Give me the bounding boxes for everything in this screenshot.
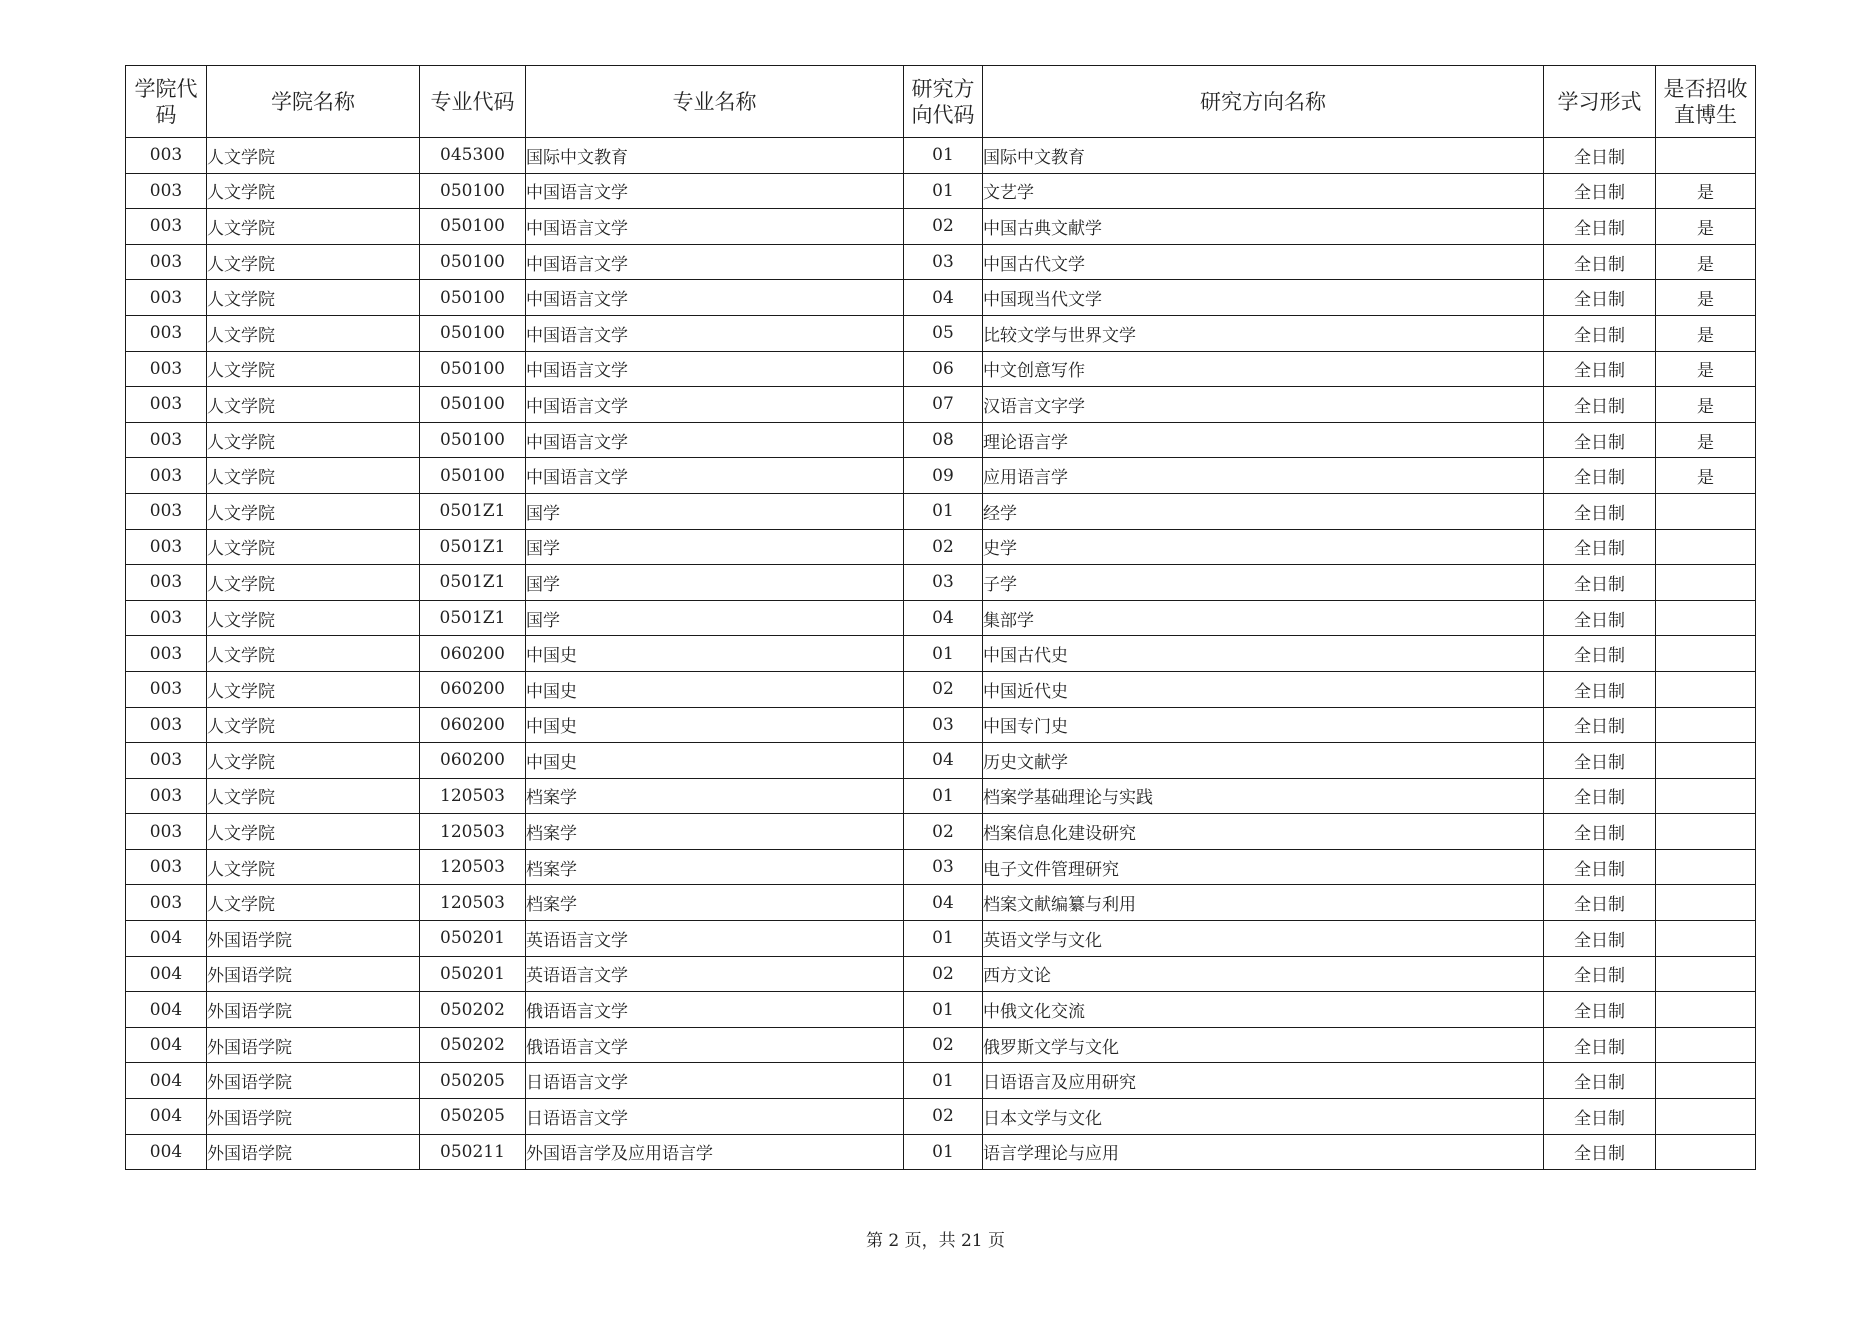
cell-major-name: 中国语言文学 [526, 387, 904, 423]
cell-major-name: 国际中文教育 [526, 138, 904, 174]
cell-major-name: 俄语语言文学 [526, 1027, 904, 1063]
cell-direct-phd [1656, 743, 1756, 779]
cell-school-code: 003 [126, 636, 207, 672]
cell-school-code: 003 [126, 849, 207, 885]
cell-major-name: 国学 [526, 529, 904, 565]
cell-study-mode: 全日制 [1544, 138, 1656, 174]
cell-direction-code: 03 [904, 244, 983, 280]
cell-school-code: 004 [126, 992, 207, 1028]
cell-school-name: 外国语学院 [207, 956, 420, 992]
table-row [126, 778, 1756, 814]
table-row [126, 956, 1756, 992]
cell-major-code: 120503 [420, 849, 526, 885]
cell-direction-name: 俄罗斯文学与文化 [983, 1027, 1544, 1063]
cell-school-code: 003 [126, 671, 207, 707]
table-row [126, 280, 1756, 316]
cell-direction-name: 中国现当代文学 [983, 280, 1544, 316]
cell-major-code: 050201 [420, 956, 526, 992]
cell-school-name: 人文学院 [207, 280, 420, 316]
cell-study-mode: 全日制 [1544, 636, 1656, 672]
cell-school-name: 人文学院 [207, 778, 420, 814]
cell-direction-code: 02 [904, 1099, 983, 1135]
cell-study-mode: 全日制 [1544, 921, 1656, 957]
cell-major-code: 120503 [420, 814, 526, 850]
cell-direction-code: 02 [904, 956, 983, 992]
table-row [126, 921, 1756, 957]
cell-direction-code: 08 [904, 422, 983, 458]
cell-major-code: 120503 [420, 778, 526, 814]
cell-study-mode: 全日制 [1544, 458, 1656, 494]
cell-study-mode: 全日制 [1544, 315, 1656, 351]
cell-major-name: 国学 [526, 565, 904, 601]
cell-direct-phd [1656, 671, 1756, 707]
cell-school-name: 人文学院 [207, 565, 420, 601]
cell-direct-phd [1656, 992, 1756, 1028]
cell-major-code: 050100 [420, 422, 526, 458]
cell-major-name: 中国语言文学 [526, 173, 904, 209]
cell-direction-name: 汉语言文字学 [983, 387, 1544, 423]
cell-study-mode: 全日制 [1544, 992, 1656, 1028]
cell-direction-name: 历史文献学 [983, 743, 1544, 779]
col-header-study-mode: 学习形式 [1544, 66, 1656, 138]
cell-study-mode: 全日制 [1544, 565, 1656, 601]
cell-major-code: 0501Z1 [420, 565, 526, 601]
cell-direction-name: 中国近代史 [983, 671, 1544, 707]
cell-study-mode: 全日制 [1544, 209, 1656, 245]
cell-major-code: 0501Z1 [420, 529, 526, 565]
cell-school-code: 004 [126, 1099, 207, 1135]
cell-school-code: 004 [126, 956, 207, 992]
cell-study-mode: 全日制 [1544, 1099, 1656, 1135]
cell-direction-code: 01 [904, 1134, 983, 1170]
program-table [125, 65, 1756, 1170]
cell-major-name: 中国史 [526, 743, 904, 779]
cell-direction-name: 集部学 [983, 600, 1544, 636]
cell-school-name: 人文学院 [207, 636, 420, 672]
cell-direction-code: 09 [904, 458, 983, 494]
table-row [126, 315, 1756, 351]
cell-direct-phd: 是 [1656, 280, 1756, 316]
cell-major-name: 日语语言文学 [526, 1063, 904, 1099]
cell-direct-phd: 是 [1656, 173, 1756, 209]
cell-major-code: 050100 [420, 387, 526, 423]
cell-major-name: 日语语言文学 [526, 1099, 904, 1135]
cell-direct-phd [1656, 885, 1756, 921]
cell-school-code: 003 [126, 315, 207, 351]
cell-school-name: 人文学院 [207, 885, 420, 921]
cell-study-mode: 全日制 [1544, 529, 1656, 565]
cell-school-code: 003 [126, 351, 207, 387]
cell-direct-phd [1656, 138, 1756, 174]
table-row [126, 1134, 1756, 1170]
cell-direction-code: 04 [904, 600, 983, 636]
table-row [126, 493, 1756, 529]
table-row [126, 636, 1756, 672]
cell-school-code: 003 [126, 565, 207, 601]
cell-major-name: 中国史 [526, 707, 904, 743]
table-row [126, 1099, 1756, 1135]
cell-direct-phd: 是 [1656, 387, 1756, 423]
cell-major-code: 050205 [420, 1099, 526, 1135]
col-header-direction-code: 研究方向代码 [904, 66, 983, 138]
table-row [126, 422, 1756, 458]
col-header-direct-phd: 是否招收直博生 [1656, 66, 1756, 138]
cell-major-name: 中国史 [526, 671, 904, 707]
cell-direct-phd: 是 [1656, 422, 1756, 458]
cell-school-code: 003 [126, 814, 207, 850]
cell-study-mode: 全日制 [1544, 600, 1656, 636]
cell-major-code: 050201 [420, 921, 526, 957]
table-row [126, 351, 1756, 387]
cell-direct-phd: 是 [1656, 209, 1756, 245]
table-row [126, 885, 1756, 921]
cell-study-mode: 全日制 [1544, 1063, 1656, 1099]
cell-school-code: 003 [126, 493, 207, 529]
cell-major-code: 0501Z1 [420, 600, 526, 636]
cell-direction-code: 03 [904, 707, 983, 743]
cell-direction-name: 理论语言学 [983, 422, 1544, 458]
cell-direction-name: 日语语言及应用研究 [983, 1063, 1544, 1099]
cell-direction-name: 档案文献编纂与利用 [983, 885, 1544, 921]
cell-major-code: 050100 [420, 458, 526, 494]
cell-major-name: 英语语言文学 [526, 956, 904, 992]
cell-direct-phd: 是 [1656, 244, 1756, 280]
cell-major-code: 050100 [420, 173, 526, 209]
cell-major-name: 国学 [526, 600, 904, 636]
cell-direction-code: 04 [904, 743, 983, 779]
cell-direct-phd [1656, 921, 1756, 957]
cell-direct-phd [1656, 565, 1756, 601]
cell-direct-phd [1656, 493, 1756, 529]
cell-direction-name: 档案信息化建设研究 [983, 814, 1544, 850]
cell-major-name: 中国语言文学 [526, 351, 904, 387]
cell-school-name: 人文学院 [207, 743, 420, 779]
col-header-major-name: 专业名称 [526, 66, 904, 138]
cell-direct-phd [1656, 849, 1756, 885]
cell-major-code: 050211 [420, 1134, 526, 1170]
cell-school-name: 人文学院 [207, 671, 420, 707]
cell-school-name: 外国语学院 [207, 1027, 420, 1063]
cell-study-mode: 全日制 [1544, 422, 1656, 458]
cell-major-code: 050100 [420, 351, 526, 387]
cell-direction-name: 中国古代史 [983, 636, 1544, 672]
cell-study-mode: 全日制 [1544, 956, 1656, 992]
cell-direct-phd [1656, 814, 1756, 850]
cell-direction-code: 03 [904, 565, 983, 601]
cell-study-mode: 全日制 [1544, 743, 1656, 779]
cell-school-name: 人文学院 [207, 173, 420, 209]
cell-school-code: 003 [126, 387, 207, 423]
cell-study-mode: 全日制 [1544, 849, 1656, 885]
cell-direction-code: 01 [904, 493, 983, 529]
cell-school-name: 人文学院 [207, 422, 420, 458]
cell-direction-code: 01 [904, 992, 983, 1028]
table-body [126, 138, 1756, 1170]
cell-major-name: 档案学 [526, 885, 904, 921]
cell-direction-name: 史学 [983, 529, 1544, 565]
cell-major-code: 050100 [420, 315, 526, 351]
cell-school-name: 人文学院 [207, 849, 420, 885]
cell-direct-phd [1656, 1027, 1756, 1063]
cell-major-name: 中国语言文学 [526, 280, 904, 316]
cell-direct-phd [1656, 956, 1756, 992]
cell-direct-phd [1656, 1134, 1756, 1170]
col-header-school-code: 学院代码 [126, 66, 207, 138]
cell-school-name: 外国语学院 [207, 1099, 420, 1135]
cell-direction-name: 档案学基础理论与实践 [983, 778, 1544, 814]
cell-direction-name: 中国古典文献学 [983, 209, 1544, 245]
cell-school-name: 人文学院 [207, 244, 420, 280]
cell-school-code: 003 [126, 173, 207, 209]
cell-major-code: 060200 [420, 707, 526, 743]
table-row [126, 138, 1756, 174]
cell-direction-name: 子学 [983, 565, 1544, 601]
cell-direct-phd [1656, 600, 1756, 636]
cell-direction-name: 文艺学 [983, 173, 1544, 209]
cell-school-name: 外国语学院 [207, 1134, 420, 1170]
cell-study-mode: 全日制 [1544, 1027, 1656, 1063]
col-header-major-code: 专业代码 [420, 66, 526, 138]
cell-school-name: 外国语学院 [207, 921, 420, 957]
cell-study-mode: 全日制 [1544, 173, 1656, 209]
cell-direction-name: 国际中文教育 [983, 138, 1544, 174]
cell-direction-code: 02 [904, 529, 983, 565]
cell-major-code: 050100 [420, 244, 526, 280]
cell-school-name: 人文学院 [207, 600, 420, 636]
cell-direction-code: 02 [904, 671, 983, 707]
cell-school-code: 004 [126, 1134, 207, 1170]
cell-school-code: 003 [126, 743, 207, 779]
cell-study-mode: 全日制 [1544, 351, 1656, 387]
cell-major-name: 俄语语言文学 [526, 992, 904, 1028]
table-row [126, 849, 1756, 885]
cell-study-mode: 全日制 [1544, 1134, 1656, 1170]
cell-major-name: 英语语言文学 [526, 921, 904, 957]
cell-direction-code: 01 [904, 173, 983, 209]
table-row [126, 1027, 1756, 1063]
cell-school-name: 人文学院 [207, 493, 420, 529]
cell-major-name: 外国语言学及应用语言学 [526, 1134, 904, 1170]
cell-major-name: 国学 [526, 493, 904, 529]
cell-direct-phd [1656, 1063, 1756, 1099]
cell-school-code: 003 [126, 885, 207, 921]
table-row [126, 1063, 1756, 1099]
cell-major-name: 档案学 [526, 778, 904, 814]
cell-direction-code: 03 [904, 849, 983, 885]
cell-school-code: 003 [126, 600, 207, 636]
col-header-direction-name: 研究方向名称 [983, 66, 1544, 138]
cell-school-code: 003 [126, 209, 207, 245]
cell-school-code: 004 [126, 1063, 207, 1099]
cell-school-name: 人文学院 [207, 209, 420, 245]
cell-study-mode: 全日制 [1544, 885, 1656, 921]
cell-major-name: 中国史 [526, 636, 904, 672]
cell-direction-code: 04 [904, 885, 983, 921]
cell-direction-code: 02 [904, 1027, 983, 1063]
cell-major-code: 050205 [420, 1063, 526, 1099]
cell-direction-code: 02 [904, 814, 983, 850]
cell-school-name: 外国语学院 [207, 992, 420, 1028]
cell-school-name: 人文学院 [207, 138, 420, 174]
cell-school-code: 004 [126, 921, 207, 957]
cell-direct-phd: 是 [1656, 315, 1756, 351]
cell-major-name: 中国语言文学 [526, 209, 904, 245]
cell-school-code: 003 [126, 138, 207, 174]
table-row [126, 814, 1756, 850]
cell-direction-name: 中文创意写作 [983, 351, 1544, 387]
cell-direction-name: 中国专门史 [983, 707, 1544, 743]
cell-school-code: 003 [126, 529, 207, 565]
cell-major-code: 050202 [420, 1027, 526, 1063]
table-row [126, 743, 1756, 779]
table-row [126, 173, 1756, 209]
cell-direction-name: 电子文件管理研究 [983, 849, 1544, 885]
cell-school-code: 003 [126, 707, 207, 743]
cell-school-name: 人文学院 [207, 814, 420, 850]
cell-school-code: 004 [126, 1027, 207, 1063]
cell-major-code: 060200 [420, 671, 526, 707]
cell-study-mode: 全日制 [1544, 280, 1656, 316]
table-row [126, 529, 1756, 565]
cell-study-mode: 全日制 [1544, 387, 1656, 423]
cell-study-mode: 全日制 [1544, 671, 1656, 707]
cell-direction-name: 西方文论 [983, 956, 1544, 992]
cell-direction-name: 语言学理论与应用 [983, 1134, 1544, 1170]
cell-direction-code: 01 [904, 1063, 983, 1099]
cell-major-name: 档案学 [526, 849, 904, 885]
table-row [126, 209, 1756, 245]
cell-school-name: 人文学院 [207, 458, 420, 494]
cell-direction-code: 04 [904, 280, 983, 316]
cell-major-name: 中国语言文学 [526, 458, 904, 494]
cell-study-mode: 全日制 [1544, 244, 1656, 280]
cell-direction-code: 05 [904, 315, 983, 351]
cell-direction-name: 中俄文化交流 [983, 992, 1544, 1028]
table-row [126, 565, 1756, 601]
cell-major-code: 045300 [420, 138, 526, 174]
cell-direct-phd [1656, 529, 1756, 565]
table-row [126, 600, 1756, 636]
cell-direction-name: 日本文学与文化 [983, 1099, 1544, 1135]
cell-direction-name: 应用语言学 [983, 458, 1544, 494]
cell-major-code: 120503 [420, 885, 526, 921]
table-row [126, 458, 1756, 494]
cell-direction-name: 英语文学与文化 [983, 921, 1544, 957]
table-row [126, 992, 1756, 1028]
cell-school-code: 003 [126, 422, 207, 458]
page-footer: 第 2 页，共 21 页 [865, 1231, 1006, 1251]
cell-school-name: 人文学院 [207, 707, 420, 743]
cell-school-name: 外国语学院 [207, 1063, 420, 1099]
cell-major-code: 050100 [420, 209, 526, 245]
cell-major-code: 060200 [420, 743, 526, 779]
cell-school-code: 003 [126, 244, 207, 280]
cell-school-name: 人文学院 [207, 387, 420, 423]
cell-major-code: 060200 [420, 636, 526, 672]
cell-direction-code: 07 [904, 387, 983, 423]
cell-school-code: 003 [126, 458, 207, 494]
cell-school-code: 003 [126, 280, 207, 316]
table-row [126, 671, 1756, 707]
cell-direct-phd [1656, 707, 1756, 743]
cell-direction-name: 经学 [983, 493, 1544, 529]
cell-study-mode: 全日制 [1544, 814, 1656, 850]
cell-direct-phd [1656, 636, 1756, 672]
table-row [126, 707, 1756, 743]
cell-direction-name: 中国古代文学 [983, 244, 1544, 280]
cell-school-name: 人文学院 [207, 529, 420, 565]
cell-major-name: 档案学 [526, 814, 904, 850]
cell-direction-code: 01 [904, 138, 983, 174]
cell-major-name: 中国语言文学 [526, 244, 904, 280]
cell-study-mode: 全日制 [1544, 778, 1656, 814]
cell-direction-code: 01 [904, 921, 983, 957]
cell-major-code: 050100 [420, 280, 526, 316]
cell-school-name: 人文学院 [207, 351, 420, 387]
table-row [126, 244, 1756, 280]
cell-direction-name: 比较文学与世界文学 [983, 315, 1544, 351]
cell-major-name: 中国语言文学 [526, 315, 904, 351]
cell-school-name: 人文学院 [207, 315, 420, 351]
cell-direct-phd [1656, 1099, 1756, 1135]
cell-study-mode: 全日制 [1544, 493, 1656, 529]
table-row [126, 387, 1756, 423]
cell-study-mode: 全日制 [1544, 707, 1656, 743]
header-row [126, 66, 1756, 138]
cell-direct-phd: 是 [1656, 458, 1756, 494]
cell-school-code: 003 [126, 778, 207, 814]
cell-direction-code: 02 [904, 209, 983, 245]
col-header-school-name: 学院名称 [207, 66, 420, 138]
cell-major-code: 0501Z1 [420, 493, 526, 529]
cell-direct-phd [1656, 778, 1756, 814]
cell-direct-phd: 是 [1656, 351, 1756, 387]
cell-major-name: 中国语言文学 [526, 422, 904, 458]
cell-direction-code: 06 [904, 351, 983, 387]
cell-direction-code: 01 [904, 636, 983, 672]
cell-major-code: 050202 [420, 992, 526, 1028]
cell-direction-code: 01 [904, 778, 983, 814]
